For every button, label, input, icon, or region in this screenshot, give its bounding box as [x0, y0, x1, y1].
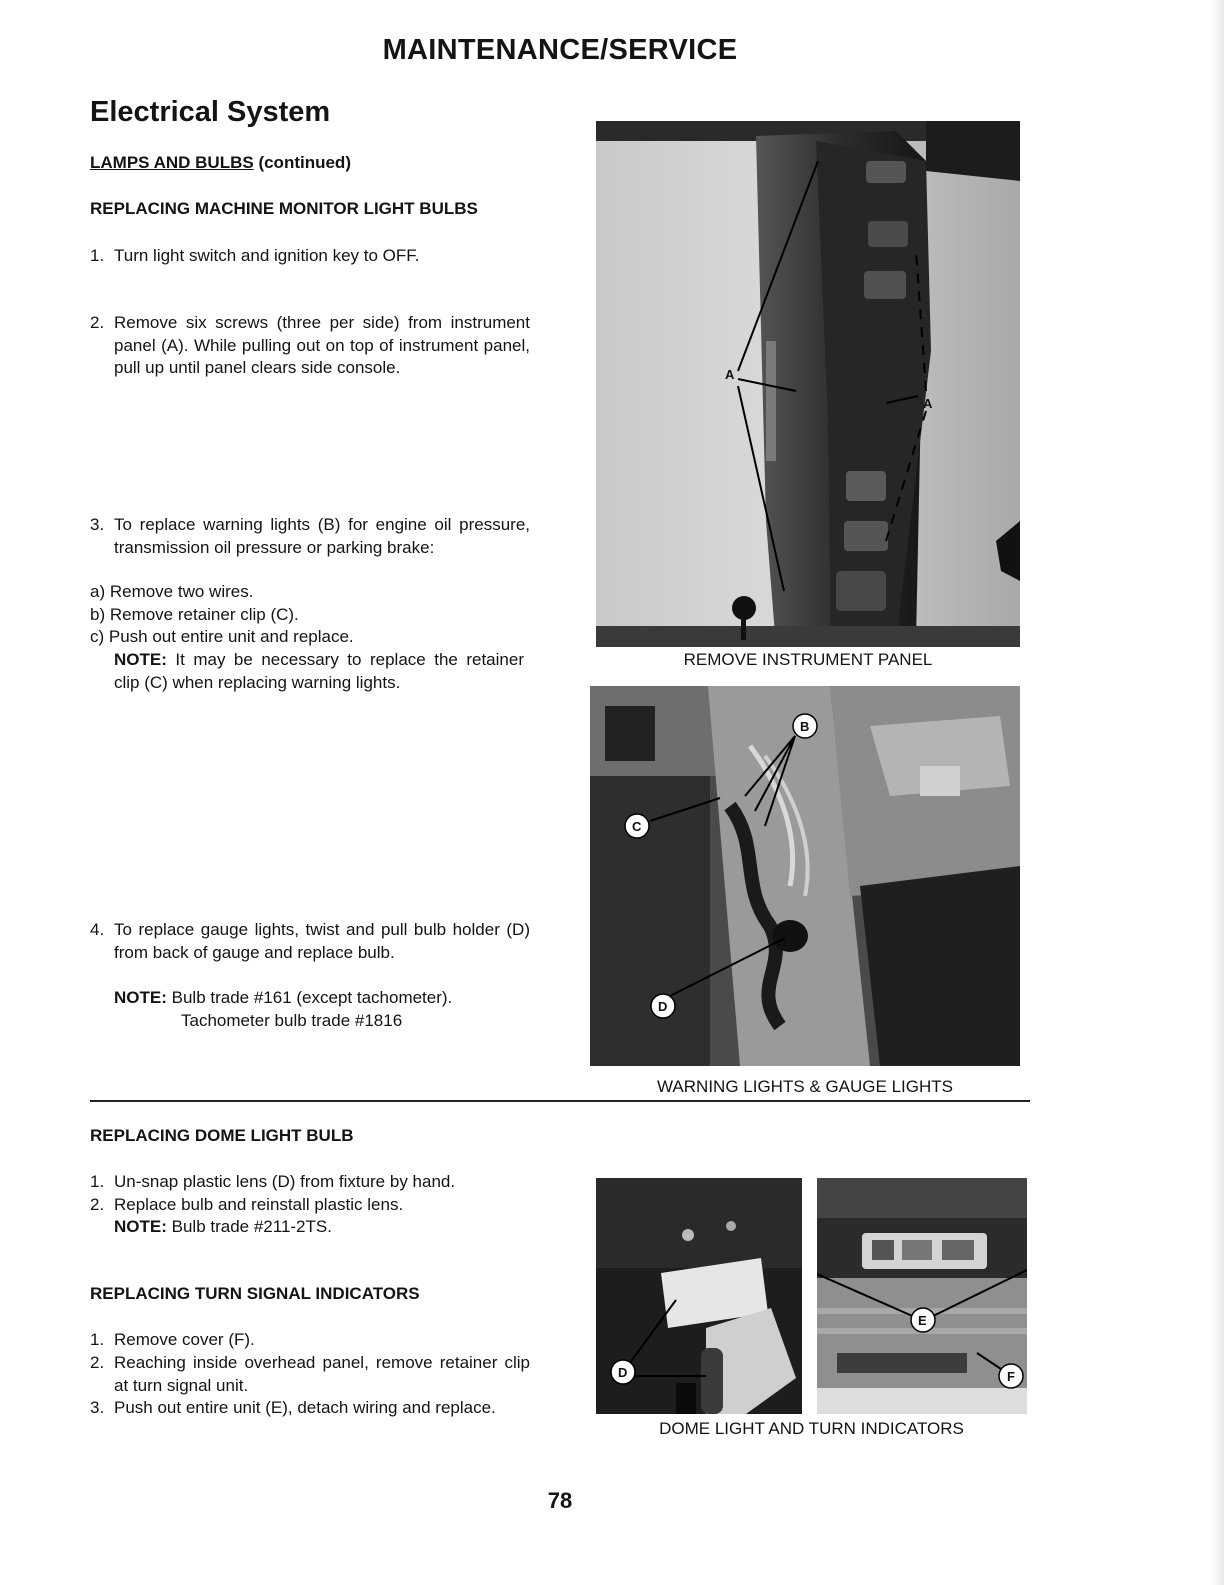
step-number: 1. [90, 1172, 105, 1191]
step-text: Replace bulb and reinstall plastic lens. [114, 1195, 404, 1214]
step-text: Un-snap plastic lens (D) from fixture by hand. [114, 1172, 456, 1191]
monitor-step-4 [90, 919, 530, 964]
section-divider [90, 1100, 1030, 1102]
subsection-title [90, 153, 351, 173]
step-text: Push out entire unit (E), detach wiring and replace. [114, 1398, 496, 1417]
monitor-step-1 [90, 245, 530, 268]
note-dome-bulb [114, 1216, 332, 1239]
note-tachometer-bulb: Tachometer bulb trade #1816 [181, 1011, 403, 1030]
step-number: 2. [90, 313, 105, 332]
warning-lights-photo [590, 686, 1020, 1066]
step-number: 3. [90, 1398, 105, 1417]
note-text: It may be necessary to replace the retainer clip (C) when replacing warning lights. [114, 650, 524, 692]
monitor-step-3 [90, 514, 530, 559]
callout-label-b: B [800, 719, 810, 734]
page-number: 78 [547, 1488, 573, 1513]
turn-signal-heading: REPLACING TURN SIGNAL INDICATORS [90, 1284, 420, 1303]
subsection-title-main: LAMPS AND BULBS [90, 153, 254, 172]
note-text: Bulb trade #161 (except tachometer). [171, 988, 453, 1007]
step-number: 4. [90, 920, 105, 939]
substep-c: c) Push out entire unit and replace. [90, 627, 354, 646]
step-text: Turn light switch and ignition key to OFF. [114, 246, 420, 265]
subsection-title-suffix: (continued) [258, 153, 351, 172]
dome-step-1 [90, 1171, 530, 1194]
dome-light-heading: REPLACING DOME LIGHT BULB [90, 1126, 354, 1145]
note-label: NOTE: [114, 650, 167, 669]
step-number: 1. [90, 246, 105, 265]
note-bulb-trade [114, 987, 452, 1010]
callout-label-a: A [725, 367, 735, 382]
instrument-panel-photo [596, 121, 1020, 647]
page-title: MAINTENANCE/SERVICE [382, 34, 738, 66]
note-label: NOTE: [114, 988, 167, 1007]
callout-label-e: E [918, 1313, 927, 1328]
callout-label-d-dome: D [618, 1365, 628, 1380]
callout-label-a-right: A [923, 396, 933, 411]
turn-indicators-photo [817, 1178, 1027, 1414]
callout-label-d: D [658, 999, 668, 1014]
substep-a: a) Remove two wires. [90, 582, 254, 601]
turn-step-1 [90, 1329, 530, 1352]
step-text: Reaching inside overhead panel, remove retainer clip at turn signal unit. [114, 1353, 530, 1395]
section-title: Electrical System [90, 96, 331, 128]
step-text: Remove six screws (three per side) from instrument panel (A). While pulling out on top of instrument panel, pull up until panel clears side console. [114, 313, 530, 377]
step-number: 1. [90, 1330, 105, 1349]
step-text: To replace gauge lights, twist and pull bulb holder (D) from back of gauge and replace bulb. [114, 920, 530, 962]
substep-b: b) Remove retainer clip (C). [90, 605, 299, 624]
figure-caption-dome-turn: DOME LIGHT AND TURN INDICATORS [659, 1419, 964, 1438]
callout-label-f: F [1007, 1369, 1015, 1384]
step-number: 2. [90, 1353, 105, 1372]
dome-step-2 [90, 1194, 530, 1217]
step-number: 3. [90, 515, 105, 534]
note-label: NOTE: [114, 1217, 167, 1236]
dome-light-photo [596, 1178, 802, 1414]
step-text: Remove cover (F). [114, 1330, 255, 1349]
machine-monitor-heading: REPLACING MACHINE MONITOR LIGHT BULBS [90, 199, 478, 218]
figure-caption-instrument-panel: REMOVE INSTRUMENT PANEL [683, 650, 933, 669]
note-text: Bulb trade #211-2TS. [171, 1217, 332, 1236]
turn-step-3 [90, 1397, 530, 1420]
step-text: To replace warning lights (B) for engine oil pressure, transmission oil pressure or parking brake: [114, 515, 530, 557]
turn-step-2 [90, 1352, 530, 1397]
figure-caption-warning-gauge-lights: WARNING LIGHTS & GAUGE LIGHTS [657, 1077, 953, 1096]
monitor-step-2 [90, 312, 530, 380]
callout-label-c: C [632, 819, 642, 834]
scan-edge-shadow [1210, 0, 1224, 1585]
note-retainer-clip [114, 649, 524, 694]
step-number: 2. [90, 1195, 105, 1214]
